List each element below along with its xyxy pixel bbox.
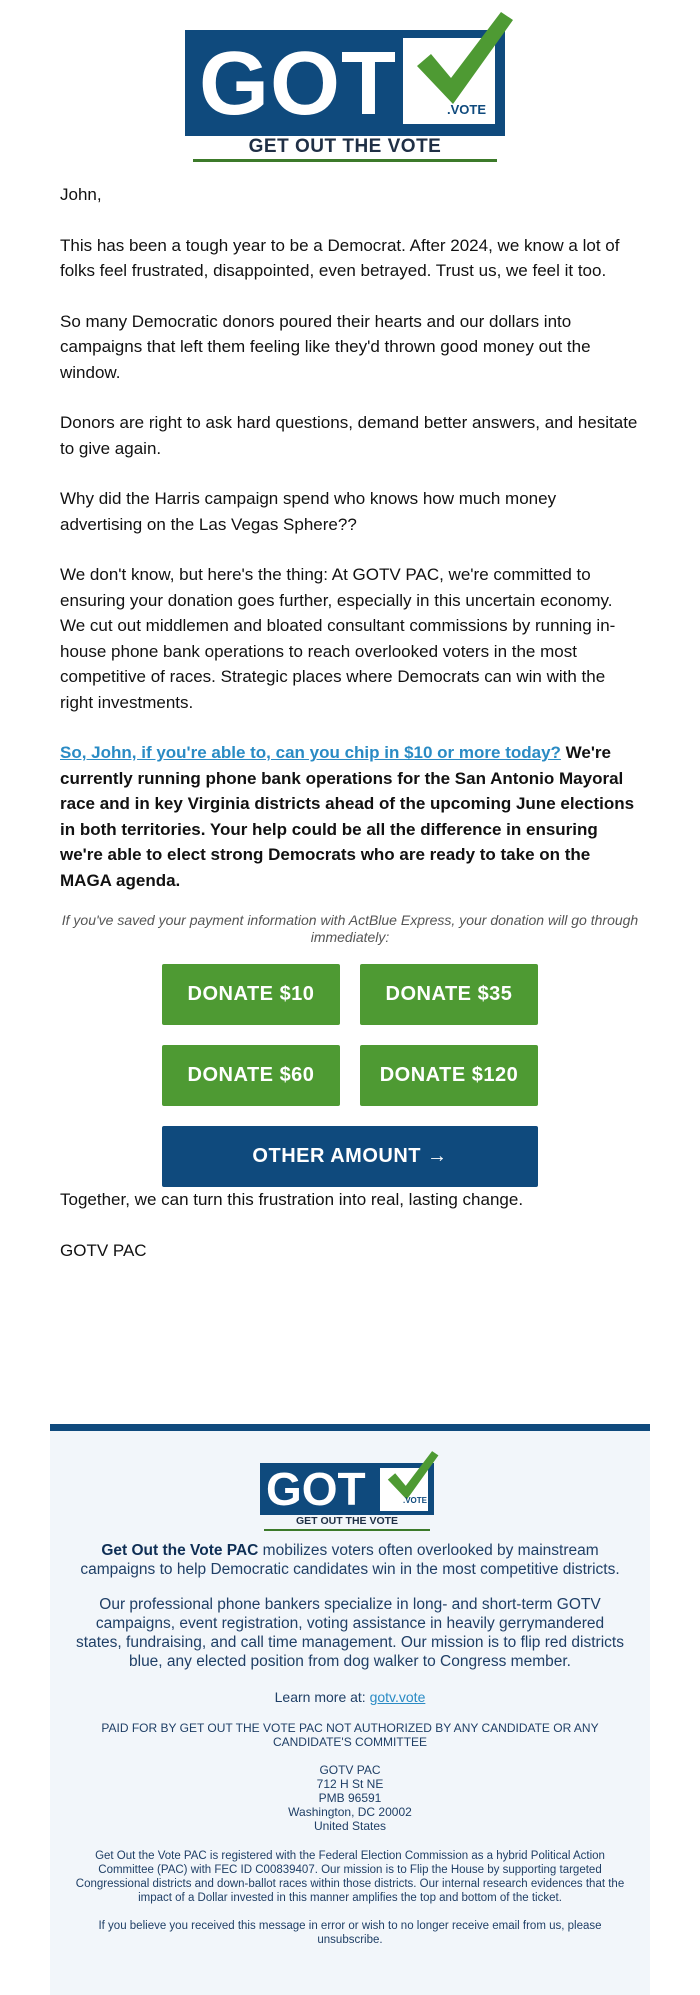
footer-legal: Get Out the Vote PAC is registered with the Federal Election Commission as a hybrid Political Action Committee (PAC) with FEC ID C00839407. Our mission is to Flip the House by supporting targeted Congressional districts and down-ballot races within those districts. Our internal research evidences that the impact of a Dollar invested in this manner amplifies the top and bottom of the ticket. xyxy=(75,1850,625,1904)
chip-in-link[interactable]: So, John, if you're able to, can you chip in $10 or more today? xyxy=(60,743,561,762)
donate-10-button[interactable]: DONATE $10 xyxy=(162,964,340,1025)
gotv-logo[interactable] xyxy=(185,8,515,156)
donate-120-button[interactable]: DONATE $120 xyxy=(360,1045,538,1106)
address-line: United States xyxy=(313,1819,387,1833)
paragraph-donors: So many Democratic donors poured their hearts and our dollars into campaigns that left them feeling like they'd thrown good money out the window. xyxy=(60,311,591,382)
address-line: PMB 96591 xyxy=(318,1791,382,1805)
footer xyxy=(50,1424,650,1995)
address-line: 712 H St NE xyxy=(316,1777,384,1791)
donate-35-button[interactable]: DONATE $35 xyxy=(360,964,538,1025)
paragraph-sphere: Why did the Harris campaign spend who knows how much money advertising on the Las Vegas Sphere?? xyxy=(60,489,557,534)
signature: GOTV PAC xyxy=(60,1240,147,1260)
footer-unsubscribe[interactable]: If you believe you received this message in error or wish to no longer receive email from us, please unsubscribe. xyxy=(98,1920,602,1946)
address-line: Washington, DC 20002 xyxy=(288,1805,412,1819)
footer-logo-underline xyxy=(264,1529,430,1531)
footer-website-link[interactable]: gotv.vote xyxy=(369,1689,426,1705)
logo-got-text: GOT xyxy=(199,34,397,134)
footer-org-description xyxy=(72,1541,628,1579)
actblue-note: If you've saved your payment information with ActBlue Express, your donation will go through immediately: xyxy=(61,912,639,945)
donate-button-grid xyxy=(60,964,640,1106)
footer-logo-got-text: GOT xyxy=(266,1463,366,1515)
footer-logo-tagline: GET OUT THE VOTE xyxy=(295,1515,399,1527)
logo-tagline: GET OUT THE VOTE xyxy=(248,136,442,157)
logo-underline xyxy=(193,159,497,162)
footer-logo[interactable] xyxy=(260,1449,440,1531)
cta-bold-text: We're currently running phone bank operations for the San Antonio Mayoral race and in key Virginia districts ahead of the upcoming June elections in both territories. Your help could be all the difference in ensuring we're able to elect strong Democrats who are ready to take on the MAGA agenda. xyxy=(60,743,635,890)
address-line: GOTV PAC xyxy=(319,1763,381,1777)
header-logo-wrap xyxy=(0,0,700,156)
paragraph-questions: Donors are right to ask hard questions, demand better answers, and hesitate to give again. xyxy=(60,413,638,458)
footer-paid-for: PAID FOR BY GET OUT THE VOTE PAC NOT AUTHORIZED BY ANY CANDIDATE OR ANY CANDIDATE'S COMMITTEE xyxy=(101,1721,599,1749)
footer-org-name: Get Out the Vote PAC xyxy=(101,1542,259,1559)
paragraph-gotv-pac: We don't know, but here's the thing: At GOTV PAC, we're committed to ensuring your donation goes further, especially in this uncertain economy. We cut out middlemen and bloated consultant commissions by running in-house phone bank operations to reach overlooked voters in the most competitive of races. Strategic places where Democrats can win with the right investments. xyxy=(60,565,616,712)
email-body xyxy=(60,182,640,1288)
footer-learn-prefix: Learn more at: xyxy=(274,1689,370,1705)
greeting: John, xyxy=(60,185,102,204)
footer-logo-tld-text: .VOTE xyxy=(403,1496,428,1505)
footer-address xyxy=(50,1763,650,1833)
footer-mission: Our professional phone bankers specialize in long- and short-term GOTV campaigns, event registration, voting assistance in heavily gerrymandered states, fundraising, and call time management. Our mission is to flip red districts blue, any elected position from dog walker to Congress member. xyxy=(76,1596,624,1670)
paragraph-frustration: This has been a tough year to be a Democrat. After 2024, we know a lot of folks feel frustrated, disappointed, even betrayed. Trust us, we feel it too. xyxy=(60,235,620,280)
other-amount-button[interactable]: OTHER AMOUNT → xyxy=(162,1126,538,1187)
closing-line: Together, we can turn this frustration into real, lasting change. xyxy=(60,1190,524,1209)
footer-learn-more xyxy=(50,1689,650,1705)
footer-org-desc-text: mobilizes voters often overlooked by mainstream campaigns to help Democratic candidates win in the most competitive districts. xyxy=(80,1542,620,1578)
logo-tld-text: .VOTE xyxy=(447,102,487,117)
cta-paragraph xyxy=(60,740,640,893)
donate-60-button[interactable]: DONATE $60 xyxy=(162,1045,340,1106)
